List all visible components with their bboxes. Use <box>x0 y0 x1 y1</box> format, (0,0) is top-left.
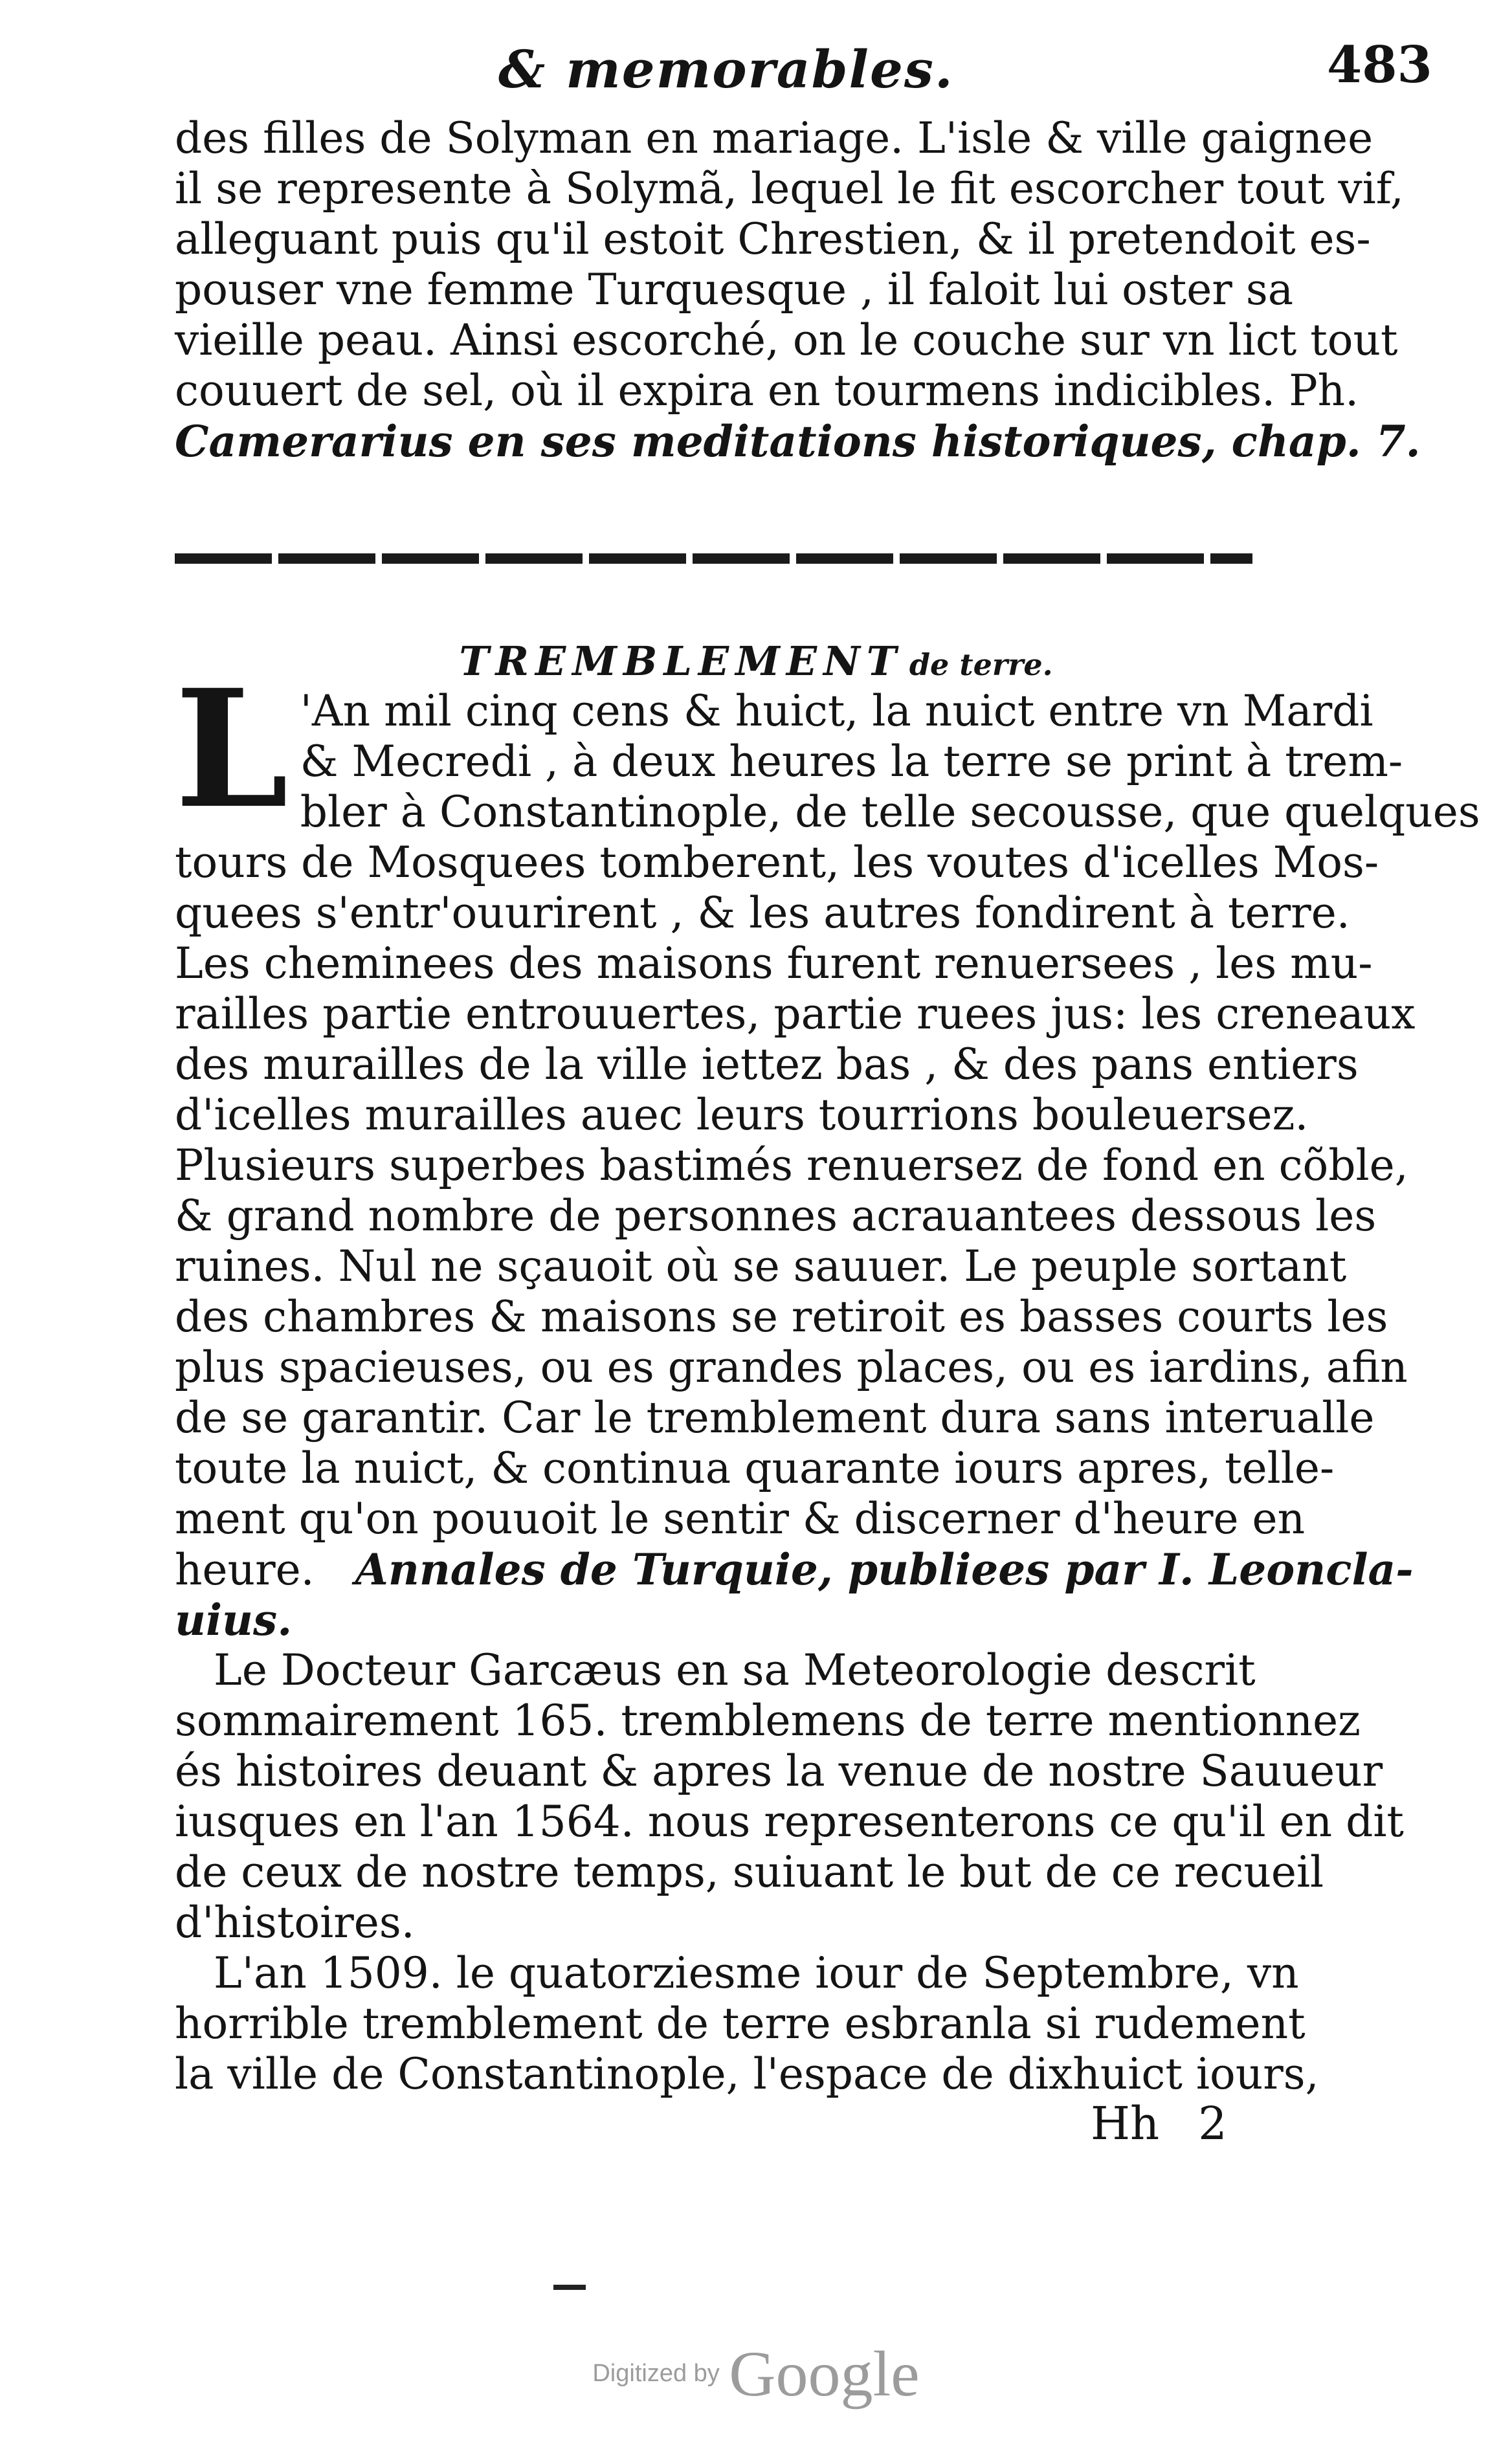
running-title: & memorables. <box>498 39 954 100</box>
story-conclusion <box>175 113 1421 467</box>
text-line: d'histoires. <box>175 1898 415 1948</box>
text-line: la ville de Constantinople, l'espace de dixhuict iours, <box>175 2049 1319 2099</box>
text-line: tours de Mosquees tomberent, les voutes d'icelles Mos- <box>175 838 1379 887</box>
text-line: il se represente à Solymã, lequel le fit escorcher tout vif, <box>175 164 1404 214</box>
text-line: pouser vne femme Turquesque , il faloit lui oster sa <box>175 265 1294 315</box>
text-line: bler à Constantinople, de telle secousse, que quelques <box>300 787 1480 837</box>
heading-main: TREMBLEMENT <box>459 638 903 685</box>
text-line: 'An mil cinq cens & huict, la nuict entre vn Mardi <box>300 686 1373 736</box>
text-line: d'icelles murailles auec leurs tourrions bouleuersez. <box>175 1090 1309 1140</box>
signature-number: 2 <box>1198 2097 1227 2150</box>
drop-cap: L <box>175 654 289 844</box>
citation-line <box>175 1544 1414 1595</box>
text-line: de ceux de nostre temps, suiuant le but de ce recueil <box>175 1847 1324 1897</box>
text-line: iusques en l'an 1564. nous representerons ce qu'il en dit <box>175 1797 1404 1847</box>
signature-letters: Hh <box>1091 2097 1160 2150</box>
text-line: Les cheminees des maisons furent renuersees , les mu- <box>175 938 1373 988</box>
bottom-mark <box>553 2285 586 2290</box>
text-line: railles partie entrouuertes, partie ruees jus: les creneaux <box>175 989 1416 1039</box>
text-line: de se garantir. Car le tremblement dura sans interualle <box>175 1393 1375 1443</box>
text-line: és histoires deuant & apres la venue de nostre Sauueur <box>175 1746 1383 1796</box>
heading-small: de terre. <box>909 647 1053 682</box>
text-line: & grand nombre de personnes acrauantees dessous les <box>175 1191 1377 1241</box>
citation-line: uius. <box>175 1595 293 1645</box>
text-line: alleguant puis qu'il estoit Chrestien, & il pretendoit es- <box>175 214 1371 264</box>
text-line: horrible tremblement de terre esbranla si rudement <box>175 1999 1306 2048</box>
text-line: toute la nuict, & continua quarante iours apres, telle- <box>175 1443 1335 1493</box>
watermark <box>0 2336 1512 2411</box>
earthquake-section <box>175 654 1480 2100</box>
text-line: sommairement 165. tremblemens de terre mentionnez <box>175 1696 1361 1746</box>
section-divider <box>175 553 1252 564</box>
text-line: quees s'entr'ouurirent , & les autres fondirent à terre. <box>175 888 1350 938</box>
citation-source: Annales de Turquie, publiees par I. Leoncla- <box>355 1544 1414 1595</box>
text-line: des murailles de la ville iettez bas , & des pans entiers <box>175 1039 1359 1089</box>
text-line: Le Docteur Garcæus en sa Meteorologie descrit <box>214 1645 1256 1695</box>
text-line: & Mecredi , à deux heures la terre se print à trem- <box>300 737 1403 786</box>
text-line: couuert de sel, où il expira en tourmens indicibles. Ph. <box>175 366 1359 416</box>
text-line: plus spacieuses, ou es grandes places, ou es iardins, afin <box>175 1342 1408 1392</box>
text-line: Plusieurs superbes bastimés renuersez de fond en cõble, <box>175 1140 1408 1190</box>
text-line: ruines. Nul ne sçauoit où se sauuer. Le peuple sortant <box>175 1241 1347 1291</box>
text-line: des filles de Solyman en mariage. L'isle & ville gaignee <box>175 113 1373 163</box>
text-line: des chambres & maisons se retiroit es basses courts les <box>175 1292 1388 1342</box>
page-number: 483 <box>1327 36 1432 94</box>
text-line: vieille peau. Ainsi escorché, on le couche sur vn lict tout <box>175 315 1398 365</box>
text-line: L'an 1509. le quatorziesme iour de Septembre, vn <box>214 1948 1299 1998</box>
watermark-prefix: Digitized by <box>592 2360 720 2387</box>
signature-mark <box>1091 2097 1227 2150</box>
citation-line: Camerarius en ses meditations historiques, chap. 7. <box>175 416 1421 467</box>
google-logo: Google <box>729 2338 920 2410</box>
text-line: ment qu'on pouuoit le sentir & discerner d'heure en <box>175 1494 1306 1544</box>
citation-lead: heure. <box>175 1545 315 1595</box>
